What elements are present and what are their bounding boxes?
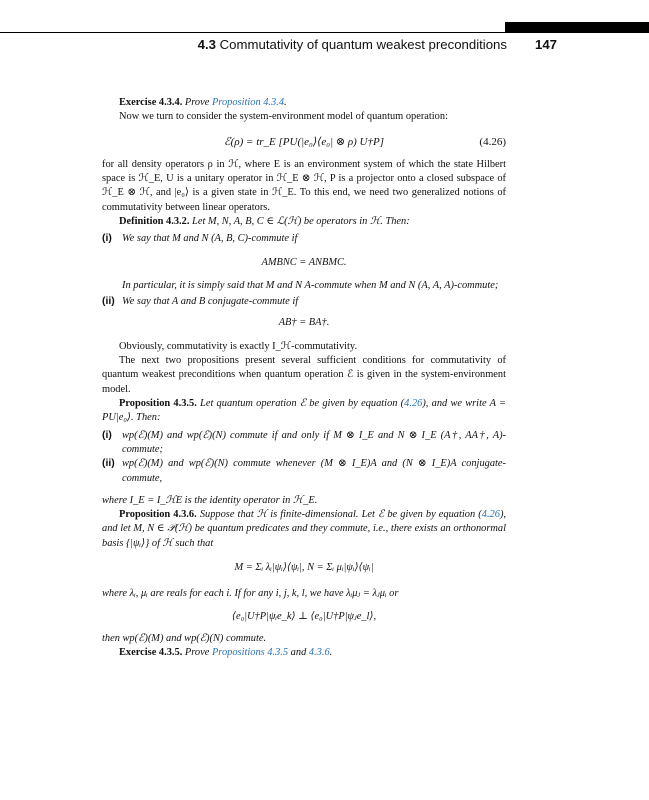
definition-432-label: Definition 4.3.2. <box>119 216 190 228</box>
equation-perp: ⟨e₀|U†P|ψᵢe_k⟩ ⊥ ⟨e₀|U†P|ψⱼe_l⟩, <box>231 610 377 622</box>
equation-426-formula: ℰ(ρ) = tr_E [PU(|e₀⟩⟨e₀| ⊗ ρ) U†P] <box>224 135 384 148</box>
link-propositions-435[interactable]: Propositions 4.3.5 <box>211 647 289 659</box>
exercise-435-label: Exercise 4.3.5. <box>119 647 183 659</box>
page-body <box>102 92 506 661</box>
proposition-435-item-i-label: (i) <box>102 429 112 441</box>
proposition-436-reals: where λᵢ, μᵢ are reals for each i. If for any i, j, k, l, we have λᵢμⱼ = λⱼμᵢ or <box>102 588 399 600</box>
proposition-436 <box>102 508 506 551</box>
proposition-435-text-b: ), and we write A = PU|e₀⟩. Then: <box>102 398 507 424</box>
page-number: 147 <box>535 37 558 52</box>
definition-item-i <box>102 232 506 246</box>
proposition-435 <box>102 397 506 426</box>
running-header <box>0 37 507 52</box>
exercise-435-prove: Prove <box>184 647 210 659</box>
equation-conjugate: AB† = BA†. <box>278 316 330 328</box>
header-section-title: Commutativity of quantum weakest preconditions <box>219 37 507 52</box>
proposition-435-text-a: Let quantum operation ℰ be given by equation ( <box>200 398 405 410</box>
definition-item-i-note: In particular, it is simply said that M and N A-commute when M and N (A, A, A)-commute; <box>122 279 499 291</box>
definition-item-i-label: (i) <box>102 233 112 245</box>
definition-432-text: Let M, N, A, B, C ∈ ℒ(ℋ) be operators in ℋ. Then: <box>192 216 410 228</box>
proposition-436-then: then wp(ℰ)(M) and wp(ℰ)(N) commute. <box>102 632 267 644</box>
proposition-435-item-ii-text: wp(ℰ)(M) and wp(ℰ)(N) commute whenever (M ⊗ I_E)A and (N ⊗ I_E)A conjugate-commute, <box>122 458 506 484</box>
definition-432 <box>102 215 506 229</box>
header-section-number: 4.3 <box>197 37 216 52</box>
system-environment-intro: Now we turn to consider the system-environment model of quantum operation: <box>119 111 448 123</box>
proposition-436-text-a: Suppose that ℋ is finite-dimensional. Let ℰ be given by equation ( <box>199 509 482 521</box>
proposition-435-item-i-text: wp(ℰ)(M) and wp(ℰ)(N) commute if and only if M ⊗ I_E and N ⊗ I_E (A†, AA†, A)-commute; <box>122 429 506 455</box>
link-eq-426-b[interactable]: 4.26 <box>481 509 500 521</box>
exercise-434: Exercise 4.3.4. Prove Proposition 4.3.4. <box>119 97 287 108</box>
proposition-435-where: where I_E = I_ℋE is the identity operator in ℋ_E. <box>102 494 318 506</box>
definition-item-ii <box>102 295 506 309</box>
equation-426-number: (4.26) <box>479 135 506 148</box>
equation-426 <box>102 135 506 149</box>
exercise-434-label: Exercise 4.3.4. <box>119 97 183 108</box>
exercise-435-end: . <box>329 647 333 659</box>
proposition-435-item-ii <box>102 457 506 486</box>
definition-item-i-text: We say that M and N (A, B, C)-commute if <box>122 233 298 245</box>
link-proposition-434[interactable]: Proposition 4.3.4 <box>211 97 285 108</box>
exercise-434-prove: Prove <box>184 97 210 108</box>
paragraph-obviously: Obviously, commutativity is exactly I_ℋ-commutativity. <box>119 340 358 352</box>
proposition-435-item-i <box>102 429 506 458</box>
proposition-436-label: Proposition 4.3.6. <box>119 509 197 521</box>
equation-sums: M = Σᵢ λᵢ|ψᵢ⟩⟨ψᵢ|, N = Σᵢ μᵢ|ψᵢ⟩⟨ψᵢ| <box>234 562 374 574</box>
definition-item-ii-label: (ii) <box>102 296 115 308</box>
equation-amb: AMBNC = ANBMC. <box>261 256 347 268</box>
proposition-435-item-ii-label: (ii) <box>102 458 115 470</box>
paragraph-next-two: The next two propositions present several sufficient conditions for commutativity of quantum weakest preconditions when quantum operation ℰ is given in the system-environment model. <box>102 355 506 395</box>
link-eq-426-a[interactable]: 4.26 <box>404 398 423 410</box>
exercise-435 <box>102 646 506 660</box>
exercise-435-and: and <box>290 647 307 659</box>
paragraph-density-operators: for all density operators ρ in ℋ, where E is an environment system of which the state Hilbert space is ℋ_E, U is a unitary operator in ℋ_E ⊗ ℋ, P is a projector onto a closed subspace of ℋ_E ⊗ ℋ, and |e₀⟩ is a given state in ℋ_E. To this end, we need two generalized notions of commutativity between linear operators. <box>102 158 506 213</box>
proposition-435-label: Proposition 4.3.5. <box>119 398 197 410</box>
header-rule <box>0 32 649 33</box>
definition-item-ii-text: We say that A and B conjugate-commute if <box>122 296 299 308</box>
proposition-436-text-b: ), and let M, N ∈ 𝒫(ℋ) be quantum predicates and they commute, i.e., there exists an orthonormal basis {|ψᵢ⟩} of ℋ such that <box>102 509 506 549</box>
link-proposition-436[interactable]: 4.3.6 <box>308 647 330 659</box>
